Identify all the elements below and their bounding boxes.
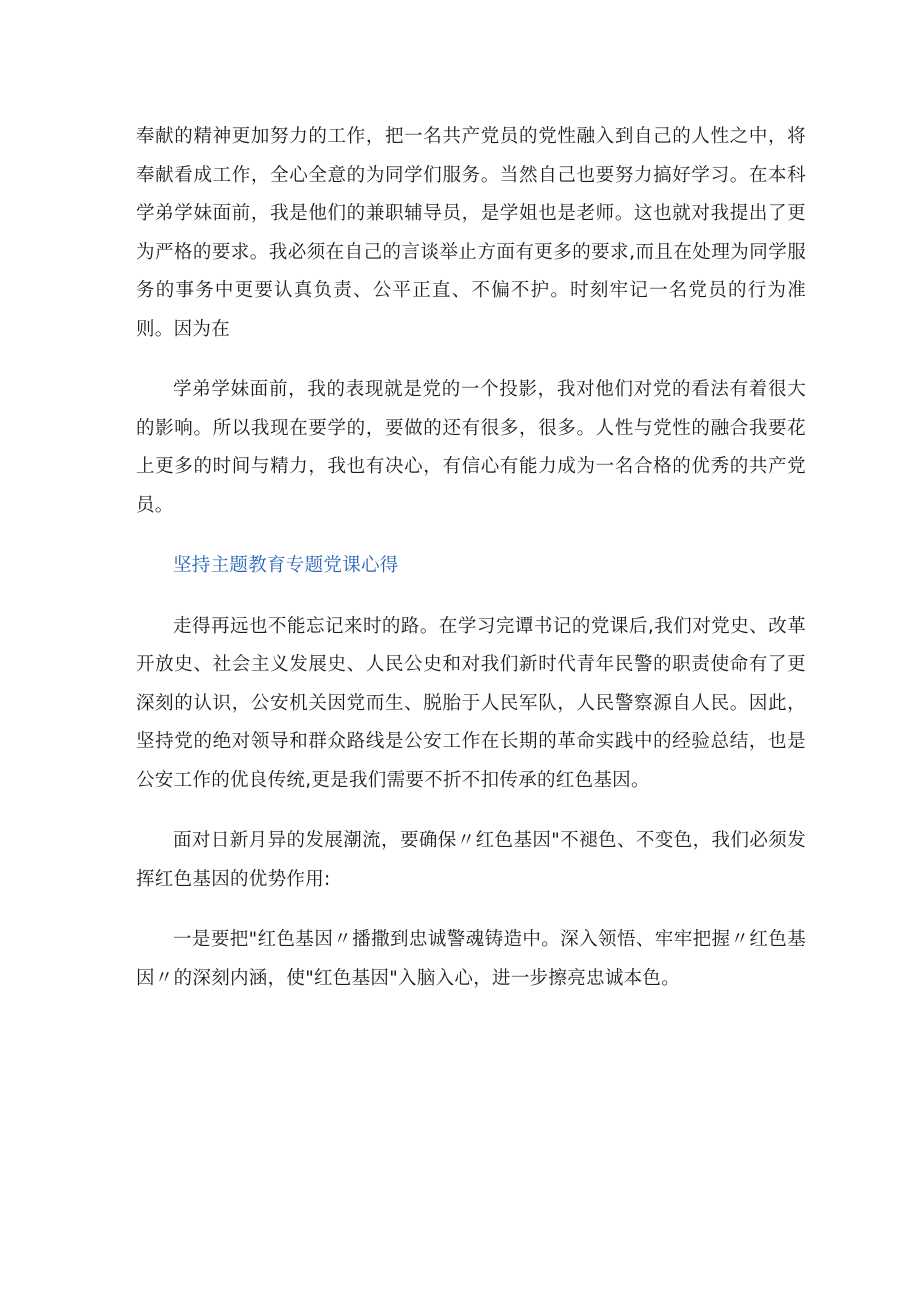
paragraph: 走得再远也不能忘记来时的路。在学习完谭书记的党课后,我们对党史、改革开放史、社会主义发展史、人民公史和对我们新时代青年民警的职责使命有了更深刻的认识，公安机关因党而生、脱胎于人民军队，人民警察源自人民。因此，坚持党的绝对领导和群众路线是公安工作在长期的革命实践中的经验总结，也是公安工作的优良传统,更是我们需要不折不扣传承的红色基因。 <box>136 615 806 791</box>
section-heading: 坚持主题教育专题党课心得 <box>173 555 399 576</box>
document-body <box>136 118 806 998</box>
paragraph: 面对日新月异的发展潮流，要确保〃红色基因"不褪色、不变色，我们必须发挥红色基因的优势作用: <box>136 830 806 890</box>
paragraph: 一是要把"红色基因〃播撒到忠诚警魂铸造中。深入领悟、牢牢把握〃红色基因〃的深刻内涵，使"红色基因"入脑入心，进一步擦亮忠诚本色。 <box>136 929 806 989</box>
paragraph-continued: 奉献的精神更加努力的工作，把一名共产党员的党性融入到自己的人性之中，将奉献看成工作，全心全意的为同学们服务。当然自己也要努力搞好学习。在本科学弟学妹面前，我是他们的兼职辅导员，是学姐也是老师。这也就对我提出了更为严格的要求。我必须在自己的言谈举止方面有更多的要求,而且在处理为同学服务的事务中更要认真负责、公平正直、不偏不护。时刻牢记一名党员的行为准则。因为在 <box>136 126 806 340</box>
paragraph: 学弟学妹面前，我的表现就是党的一个投影，我对他们对党的看法有着很大的影响。所以我现在要学的，要做的还有很多，很多。人性与党性的融合我要花上更多的时间与精力，我也有决心，有信心有能力成为一名合格的优秀的共产党员。 <box>136 379 806 516</box>
